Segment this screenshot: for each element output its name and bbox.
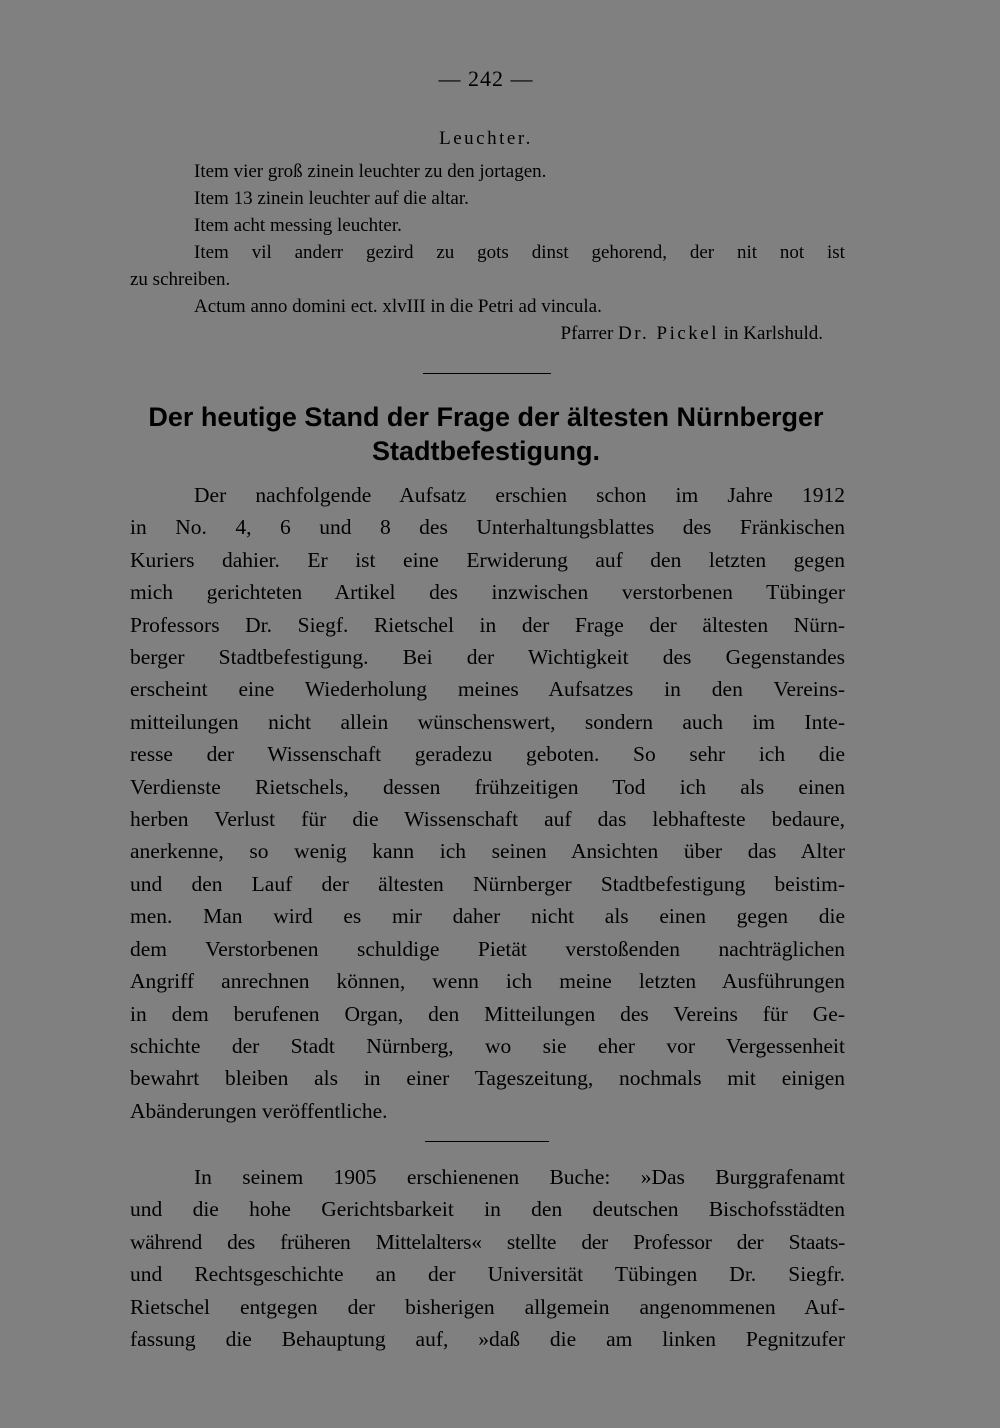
paragraph-line: mitteilungen nicht allein wünschenswert, sondern auch im Inte- (130, 709, 845, 734)
inventory-item: Item acht messing leuchter. (194, 215, 402, 236)
paragraph-line: Rietschel entgegen der bisherigen allgemein angenommenen Auf- (130, 1294, 845, 1319)
paragraph-line: Angriff anrechnen können, wenn ich meine letzten Ausführungen (130, 969, 845, 994)
article-title (0, 400, 972, 468)
paragraph-last-line: Abänderungen veröffentliche. (130, 1098, 388, 1123)
paragraph-line: Verdienste Rietschels, dessen frühzeitigen Tod ich als einen (130, 774, 845, 799)
paragraph-line: mich gerichteten Artikel des inzwischen verstorbenen Tübinger (130, 580, 845, 605)
signature-line (130, 320, 845, 347)
paragraph-line: Kuriers dahier. Er ist eine Erwiderung auf den letzten gegen (130, 547, 845, 572)
signature-title: Pfarrer (560, 323, 614, 344)
signature-name: Dr. Pickel (618, 323, 720, 344)
inventory-item-continuation: zu schreiben. (130, 269, 231, 290)
paragraph-line: und Rechtsgeschichte an der Universität Tübingen Dr. Siegfr. (130, 1262, 845, 1287)
section-title (0, 128, 972, 150)
page-number: — 242 — (438, 66, 534, 91)
paragraph-line: fassung die Behauptung auf, »daß die am linken Pegnitzufer (130, 1327, 845, 1352)
paragraph-line: Professors Dr. Siegf. Rietschel in der Frage der ältesten Nürn- (130, 612, 845, 637)
paragraph-line: bewahrt bleiben als in einer Tageszeitung, nochmals mit einigen (130, 1066, 845, 1091)
paragraph-line: In seinem 1905 erschienenen Buche: »Das Burggrafenamt (194, 1165, 845, 1189)
paragraph-line: und die hohe Gerichtsbarkeit in den deutschen Bischofsstädten (130, 1197, 845, 1222)
inventory-long-item: Item vil anderr gezird zu gots dinst gehorend, der nit not ist (194, 242, 845, 263)
paragraph-line: anerkenne, so wenig kann ich seinen Ansichten über das Alter (130, 839, 845, 864)
paragraph-line: in dem berufenen Organ, den Mitteilungen des Vereins für Ge- (130, 1001, 845, 1026)
paragraph-line: während des früheren Mittelalters« stellte der Professor der Staats- (130, 1229, 845, 1254)
paragraph-line: dem Verstorbenen schuldige Pietät verstoßenden nachträglichen (130, 936, 845, 961)
section-title-text: Leuchter. (439, 128, 533, 149)
paragraph-line: resse der Wissenschaft geradezu geboten. So sehr ich die (130, 742, 845, 767)
separator-rule (425, 1141, 549, 1142)
paragraph-line: men. Man wird es mir daher nicht als einen gegen die (130, 904, 845, 929)
intro-paragraph (130, 479, 845, 1127)
paragraph-line: berger Stadtbefestigung. Bei der Wichtigkeit des Gegenstandes (130, 645, 845, 670)
paragraph-line: schichte der Stadt Nürnberg, wo sie eher vor Vergessenheit (130, 1033, 845, 1058)
inventory-item: Item 13 zinein leuchter auf die altar. (194, 188, 469, 209)
article-title-line: Der heutige Stand der Frage der ältesten Nürnberger (148, 402, 824, 432)
paragraph-line: und den Lauf der ältesten Nürnberger Stadtbefestigung beistim- (130, 871, 845, 896)
article-title-line: Stadtbefestigung. (372, 436, 600, 466)
paragraph-line: Der nachfolgende Aufsatz erschien schon im Jahre 1912 (194, 483, 845, 507)
signature-place: in Karlshuld. (723, 323, 823, 344)
paragraph-line: erscheint eine Wiederholung meines Aufsatzes in den Vereins- (130, 677, 845, 702)
actum-line: Actum anno domini ect. xlvIII in die Petri ad vincula. (194, 296, 602, 317)
main-paragraph (130, 1161, 845, 1355)
inventory-list (130, 158, 845, 347)
paragraph-line: herben Verlust für die Wissenschaft auf das lebhafteste bedaure, (130, 807, 845, 832)
separator-rule (423, 373, 551, 374)
paragraph-line: in No. 4, 6 und 8 des Unterhaltungsblattes des Fränkischen (130, 515, 845, 540)
inventory-item: Item vier groß zinein leuchter zu den jortagen. (194, 161, 547, 182)
